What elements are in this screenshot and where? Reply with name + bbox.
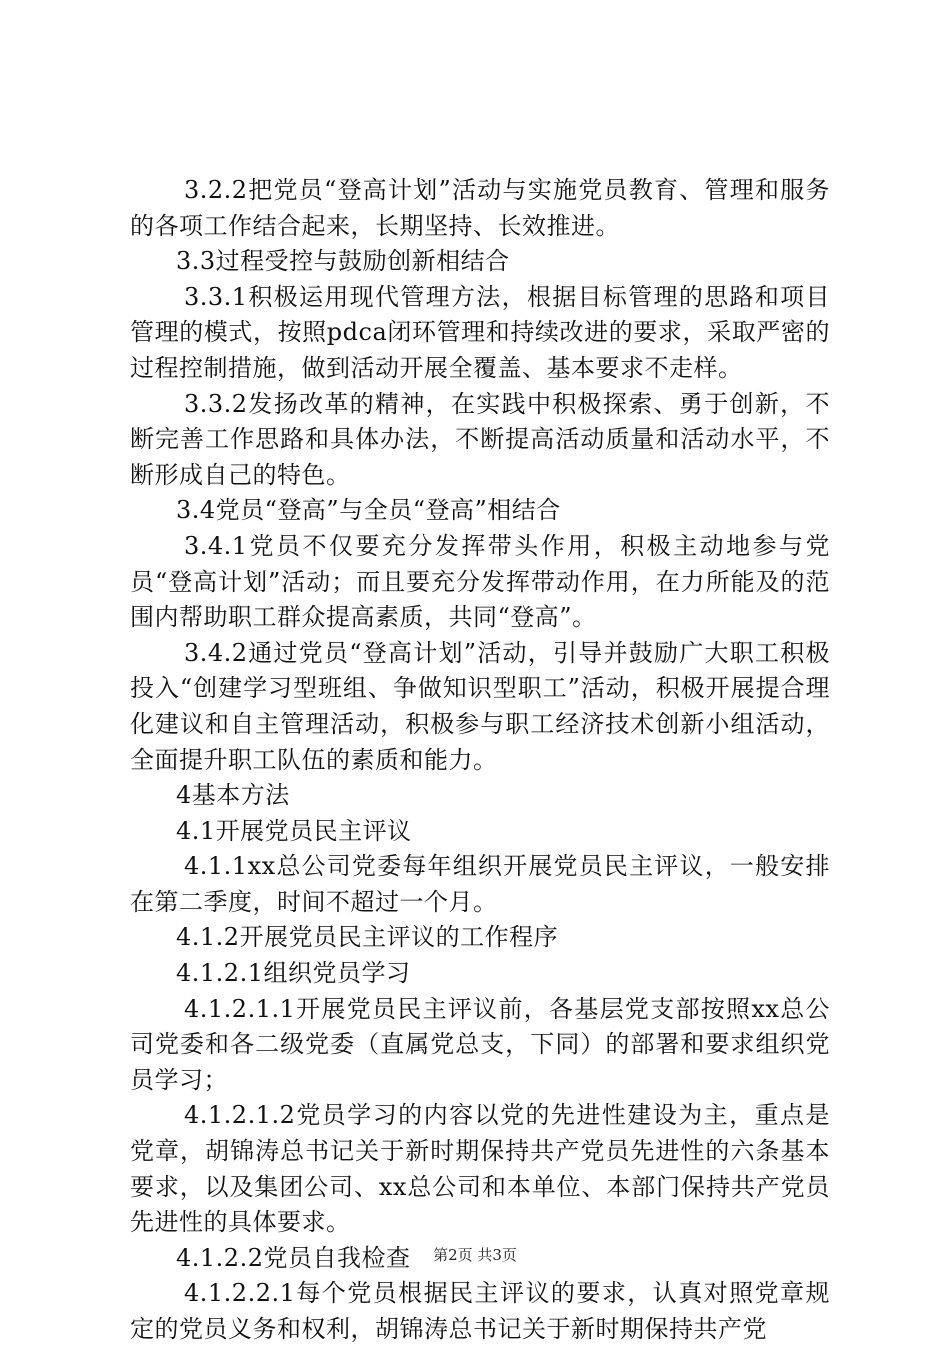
heading-4-1-2-2: 4.1.2.2党员自我检查 <box>176 1243 411 1272</box>
paragraph-3-3-1: 3.3.1积极运用现代管理方法，根据目标管理的思路和项目管理的模式，按照pdca闭环管理和持续改进的要求，采取严密的过程控制措施，做到活动开展全覆盖、基本要求不走样。 <box>130 282 830 382</box>
paragraph-3-4-1: 3.4.1党员不仅要充分发挥带头作用，积极主动地参与党员“登高计划”活动；而且要充分发挥带动作用，在力所能及的范围内帮助职工群众提高素质，共同“登高”。 <box>130 531 830 632</box>
paragraph-4-1-2-1-1: 4.1.2.1.1开展党员民主评议前，各基层党支部按照xx总公司党委和各二级党委（直属党总支，下同）的部署和要求组织党员学习； <box>130 994 830 1094</box>
page-number-label: 第2页 共3页 <box>433 1246 517 1264</box>
heading-3-4: 3.4党员“登高”与全员“登高”相结合 <box>176 496 561 525</box>
paragraph-3-2-2: 3.2.2把党员“登高计划”活动与实施党员教育、管理和服务的各项工作结合起来，长期坚持、长效推进。 <box>130 176 830 240</box>
paragraph-3-4-2: 3.4.2通过党员“登高计划”活动，引导并鼓励广大职工积极投入“创建学习型班组、争做知识型职工”活动，积极开展提合理化建议和自主管理活动，积极参与职工经济技术创新小组活动，全面提升职工队伍的素质和能力。 <box>130 638 830 774</box>
heading-4-1-2-1: 4.1.2.1组织党员学习 <box>176 959 411 988</box>
heading-4-1: 4.1开展党员民主评议 <box>176 816 412 845</box>
paragraph-4-1-2-1-2: 4.1.2.1.2党员学习的内容以党的先进性建设为主，重点是党章，胡锦涛总书记关于新时期保持共产党员先进性的六条基本要求，以及集团公司、xx总公司和本单位、本部门保持共产党员先进性的具体要求。 <box>130 1101 830 1237</box>
page-footer <box>0 1244 950 1265</box>
heading-4-1-2: 4.1.2开展党员民主评议的工作程序 <box>176 923 559 952</box>
paragraph-4-1-1: 4.1.1xx总公司党委每年组织开展党员民主评议，一般安排在第二季度，时间不超过一个月。 <box>130 852 830 916</box>
heading-3-3: 3.3过程受控与鼓励创新相结合 <box>176 247 510 276</box>
heading-4: 4基本方法 <box>176 781 290 810</box>
paragraph-3-3-2: 3.3.2发扬改革的精神，在实践中积极探索、勇于创新，不断完善工作思路和具体办法，不断提高活动质量和活动水平，不断形成自己的特色。 <box>130 389 830 489</box>
paragraph-4-1-2-2-1: 4.1.2.2.1每个党员根据民主评议的要求，认真对照党章规定的党员义务和权利，胡锦涛总书记关于新时期保持共产党 <box>130 1279 830 1343</box>
document-body <box>130 173 830 1348</box>
